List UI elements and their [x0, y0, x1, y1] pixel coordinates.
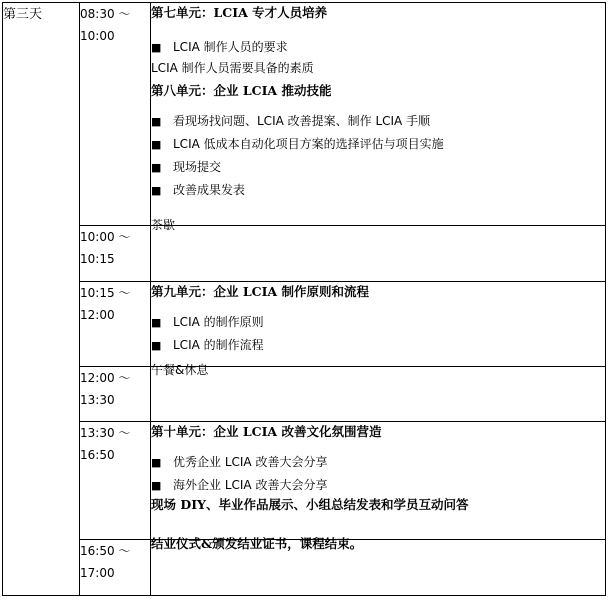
time-end: 13:30	[80, 393, 115, 407]
table-row	[3, 282, 606, 367]
bullet-icon: ■	[151, 161, 162, 174]
unit-title: 第八单元：企业 LCIA 推动技能	[151, 83, 332, 98]
content-cell	[151, 282, 606, 367]
break-text: 茶歇	[151, 218, 176, 232]
list-item: ■ 现场提交	[151, 156, 605, 179]
bullet-icon: ■	[151, 479, 162, 492]
time-cell	[80, 226, 151, 282]
time-start: 10:00 ～	[80, 230, 131, 244]
bullet-icon: ■	[151, 316, 162, 329]
content-cell	[151, 536, 606, 596]
time-cell	[80, 282, 151, 367]
content-cell	[151, 3, 606, 226]
time-start: 13:30 ～	[80, 426, 131, 440]
list-item: ■ 改善成果发表	[151, 179, 605, 202]
time-cell	[80, 540, 151, 596]
time-cell	[80, 3, 151, 226]
bullet-icon: ■	[151, 184, 162, 197]
schedule-table	[2, 2, 606, 596]
table-row	[3, 367, 606, 422]
content-cell	[151, 363, 606, 422]
unit-note: 现场 DIY、毕业作品展示、小组总结发表和学员互动问答	[151, 497, 469, 512]
time-end: 17:00	[80, 566, 115, 580]
time-end: 10:00	[80, 29, 115, 43]
list-item: ■ 看现场找问题、LCIA 改善提案、制作 LCIA 手顺	[151, 110, 605, 133]
time-end: 12:00	[80, 308, 115, 322]
unit-title: 第九单元：企业 LCIA 制作原则和流程	[151, 284, 369, 299]
list-item: ■ LCIA 制作人员的要求	[151, 36, 605, 59]
time-start: 16:50 ～	[80, 544, 131, 558]
unit-note: LCIA 制作人员需要具备的素质	[151, 61, 314, 75]
day-label: 第三天	[3, 3, 80, 596]
list-item: ■ LCIA 的制作原则	[151, 311, 605, 334]
table-row	[3, 3, 606, 226]
time-end: 16:50	[80, 448, 115, 462]
table-row	[3, 422, 606, 540]
time-start: 10:15 ～	[80, 286, 131, 300]
unit-title: 第七单元：LCIA 专才人员培养	[151, 5, 328, 20]
list-item: ■ 优秀企业 LCIA 改善大会分享	[151, 451, 605, 474]
list-item: ■ 海外企业 LCIA 改善大会分享	[151, 474, 605, 497]
table-row	[3, 540, 606, 596]
bullet-icon: ■	[151, 456, 162, 469]
time-end: 10:15	[80, 252, 115, 266]
time-cell	[80, 367, 151, 422]
list-item: ■ LCIA 的制作流程	[151, 334, 605, 357]
list-item: ■ LCIA 低成本自动化项目方案的选择评估与项目实施	[151, 133, 605, 156]
bullet-icon: ■	[151, 41, 162, 54]
bullet-icon: ■	[151, 115, 162, 128]
unit-title: 第十单元：企业 LCIA 改善文化氛围营造	[151, 424, 382, 439]
table-row	[3, 226, 606, 282]
time-start: 08:30 ～	[80, 7, 131, 21]
bullet-icon: ■	[151, 138, 162, 151]
time-cell	[80, 422, 151, 540]
closing-text: 结业仪式&颁发结业证书，课程结束。	[151, 536, 363, 551]
content-cell	[151, 422, 606, 540]
break-text: 午餐&休息	[151, 363, 209, 377]
content-cell	[151, 218, 606, 282]
bullet-icon: ■	[151, 339, 162, 352]
time-start: 12:00 ～	[80, 371, 131, 385]
